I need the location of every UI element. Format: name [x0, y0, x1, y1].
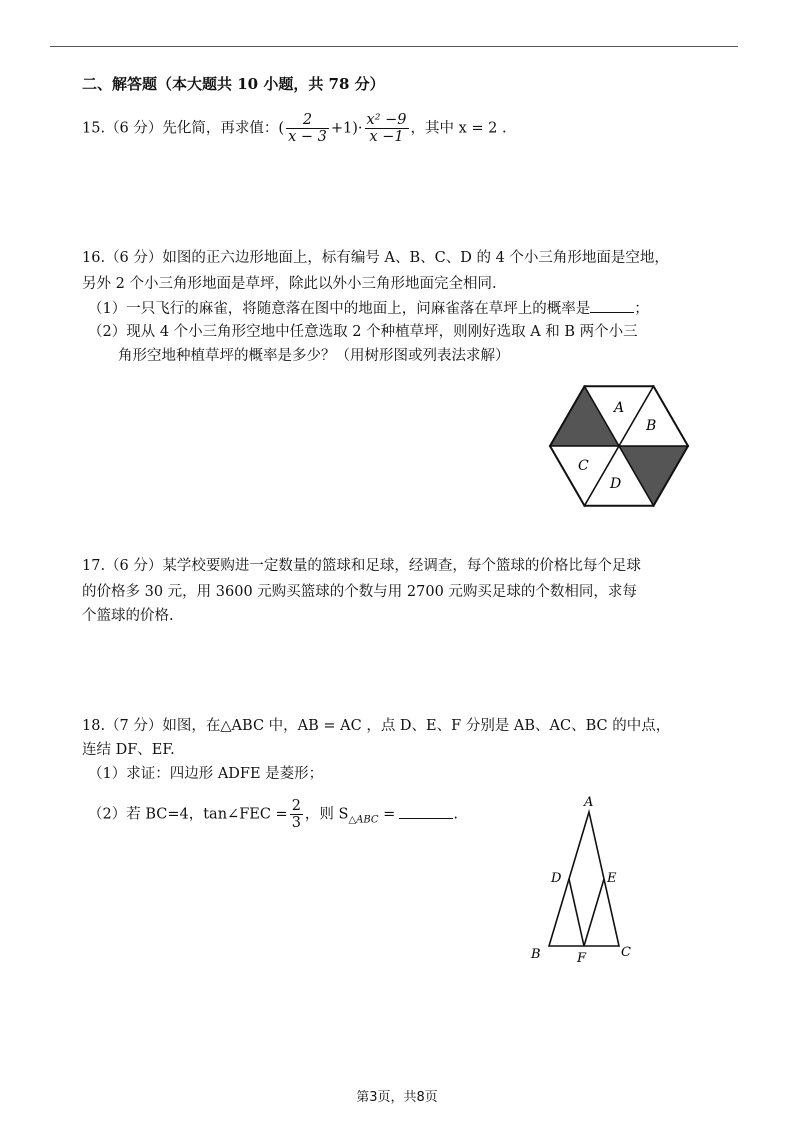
- q16-part-1: [88, 298, 649, 319]
- q15-fraction-2: [365, 112, 409, 145]
- q18-answer-blank[interactable]: [399, 804, 453, 819]
- area-subscript: △ABC: [348, 814, 379, 826]
- tan-denominator: 3: [291, 815, 301, 831]
- q18-part2-prefix: （2）若 BC=4，tan∠FEC =: [88, 806, 288, 823]
- q15-frac1-numerator: 2: [286, 112, 329, 129]
- q15-prompt: 先化简，再求值：: [162, 120, 279, 137]
- q17-score: （6 分）: [105, 558, 163, 574]
- tan-numerator: 2: [291, 798, 301, 814]
- question-15: [82, 112, 507, 145]
- label-d: D: [610, 476, 622, 492]
- q17-text-1: 某学校要购进一定数量的篮球和足球，经调查，每个篮球的价格比每个足球: [162, 558, 641, 574]
- section-title: [82, 74, 385, 94]
- q18-line-2: [82, 740, 175, 760]
- label-f: F: [577, 951, 587, 966]
- page-number: 第3页，共8页: [356, 1090, 438, 1105]
- label-e: E: [607, 871, 617, 886]
- q16-answer-blank[interactable]: [590, 298, 634, 313]
- q18-part2-eq: =: [378, 806, 396, 823]
- q15-plus-one: +1)·: [330, 120, 363, 137]
- segment-ef: [584, 879, 604, 946]
- page-footer: [0, 1086, 794, 1105]
- q17-line-1: [82, 556, 641, 576]
- q15-condition: ，其中 x = 2 .: [410, 120, 507, 137]
- label-d: D: [551, 871, 562, 886]
- segment-df: [569, 879, 584, 946]
- q18-part2-mid: ，则 S: [304, 806, 349, 823]
- q16-text-2: 另外 2 个小三角形地面是草坪，除此以外小三角形地面完全相同.: [82, 276, 497, 292]
- q18-line-1: [82, 716, 670, 736]
- q16-part1-text: （1）一只飞行的麻雀，将随意落在图中的地面上，问麻雀落在草坪上的概率是: [88, 301, 591, 317]
- label-b: B: [531, 947, 541, 962]
- q18-part-1: [88, 764, 323, 784]
- hexagon-figure: [544, 380, 694, 512]
- q16-part2-text-2: 角形空地种植草坪的概率是多少？（用树形图或列表法求解）: [118, 348, 510, 364]
- q16-part2-text-1: （2）现从 4 个小三角形空地中任意选取 2 个种植草坪，则刚好选取 A 和 B 两个小三: [88, 324, 638, 340]
- q17-line-3: [82, 606, 174, 626]
- q15-open-paren: (: [278, 120, 285, 137]
- triangle-figure: [526, 790, 642, 968]
- q16-part-2: [88, 322, 638, 342]
- header-rule: [50, 46, 738, 47]
- q18-score: （7 分）: [105, 718, 163, 734]
- q17-text-2: 的价格多 30 元，用 3600 元购买篮球的个数与用 2700 元购买足球的个数相同，求每: [82, 584, 637, 600]
- q15-fraction-1: [286, 112, 329, 145]
- q16-line-1: [82, 248, 669, 268]
- q18-text-2: 连结 DF、EF.: [82, 742, 175, 758]
- q18-part-2: [88, 798, 458, 831]
- q16-line-2: [82, 274, 497, 294]
- label-a: A: [614, 400, 625, 416]
- tan-fraction: [290, 798, 303, 831]
- q17-line-2: [82, 582, 637, 602]
- q15-frac1-denominator: x − 3: [288, 129, 327, 145]
- q18-number: 18.: [82, 718, 106, 734]
- q17-text-3: 个篮球的价格.: [82, 608, 174, 624]
- q16-part-2-cont: [118, 346, 510, 366]
- q15-frac2-denominator: x −1: [369, 129, 404, 145]
- q16-text-1: 如图的正六边形地面上，标有编号 A、B、C、D 的 4 个小三角形地面是空地，: [162, 250, 669, 266]
- section-title-text: 二、解答题（本大题共 10 小题，共 78 分）: [82, 75, 385, 93]
- label-c: C: [578, 458, 589, 474]
- q15-number: 15.: [82, 120, 106, 137]
- label-c: C: [621, 945, 631, 960]
- q17-number: 17.: [82, 558, 106, 574]
- label-a: A: [584, 795, 594, 810]
- q18-part2-end: .: [453, 806, 458, 823]
- q16-number: 16.: [82, 250, 106, 266]
- q16-part1-end: ；: [634, 301, 649, 317]
- q18-part1-text: （1）求证：四边形 ADFE 是菱形；: [88, 766, 324, 782]
- q16-score: （6 分）: [105, 250, 163, 266]
- q15-score: （6 分）: [105, 120, 163, 137]
- label-b: B: [646, 418, 657, 434]
- q18-text-1: 如图，在△ABC 中，AB = AC ，点 D、E、F 分别是 AB、AC、BC 的中点，: [162, 718, 671, 734]
- q15-frac2-numerator: x² −9: [366, 112, 407, 128]
